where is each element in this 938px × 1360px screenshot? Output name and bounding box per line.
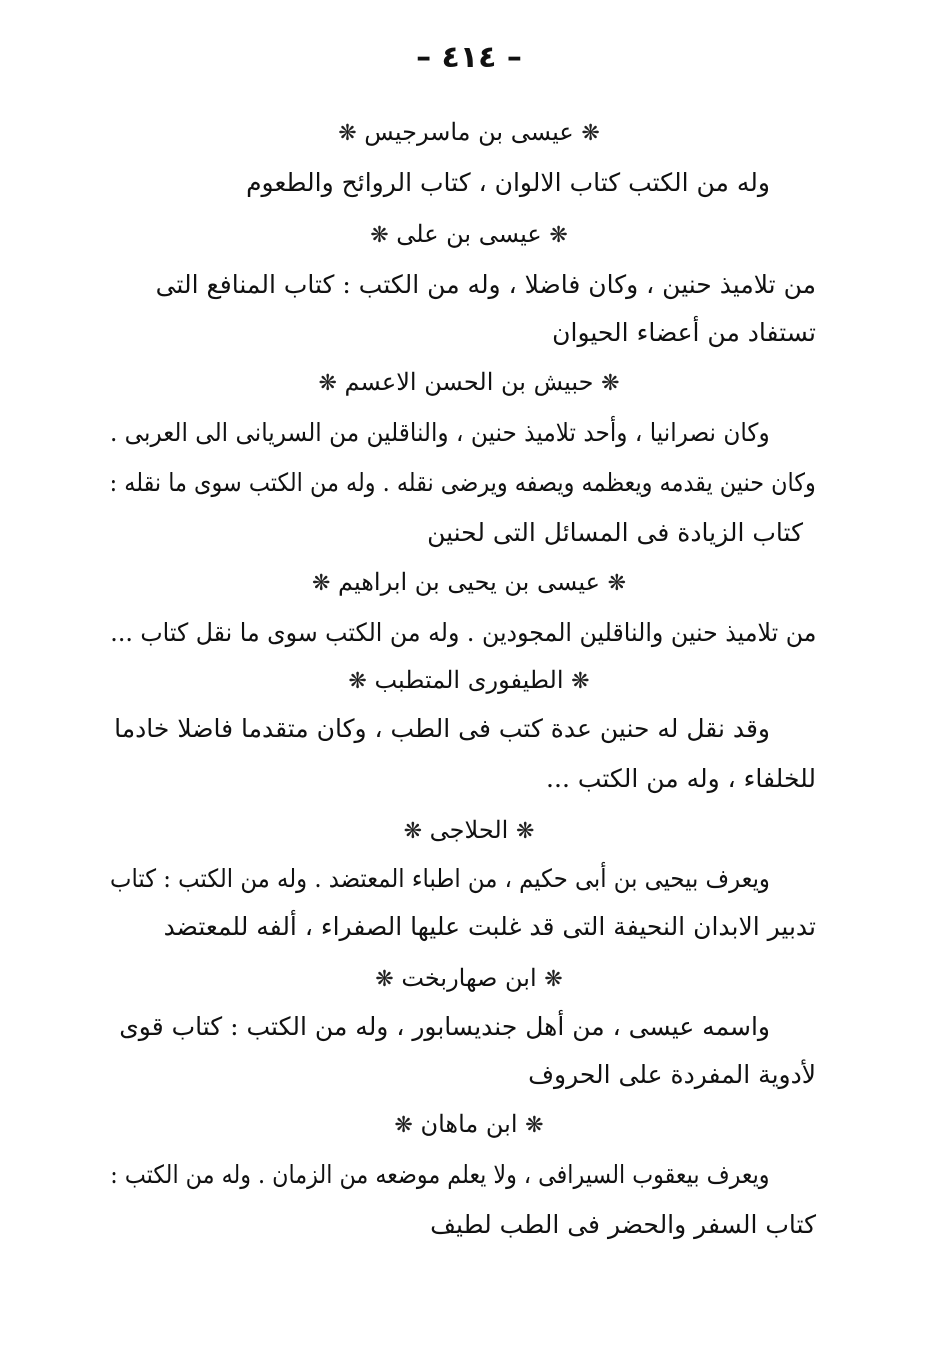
ornament-icon: ❋ [375,967,394,992]
text-line: تدبير الابدان النحيفة التى قد غلبت عليها الصفراء ، ألفه للمعتضد [163,912,816,941]
entry-heading-text: عيسى بن ماسرجيس [364,118,574,146]
ornament-icon: ❋ [338,121,357,146]
ornament-icon: ❋ [394,1113,413,1138]
entry-heading-text: الطيفورى المتطبب [374,666,564,694]
text-line: وقد نقل له حنين عدة كتب فى الطب ، وكان متقدما فاضلا خادما [114,714,770,743]
entry-heading-text: حبيش بن الحسن الاعسم [344,368,594,396]
text-line: واسمه عيسى ، من أهل جنديسابور ، وله من الكتب : كتاب قوى [119,1012,770,1041]
ornament-icon: ❋ [348,669,367,694]
entry-heading-text: الحلاجى [429,816,509,844]
text-line: من تلاميذ حنين والناقلين المجودين . وله من الكتب سوى ما نقل كتاب ... [109,618,816,647]
text-line: لأدوية المفردة على الحروف [528,1060,816,1089]
entry-heading-text: ابن ماهان [420,1110,518,1138]
ornament-icon: ❋ [601,371,620,396]
ornament-icon: ❋ [525,1113,544,1138]
entry-heading [0,570,938,595]
entry-heading-text: ابن صهاربخت [401,964,537,992]
ornament-icon: ❋ [318,371,337,396]
ornament-icon: ❋ [549,223,568,248]
ornament-icon: ❋ [544,967,563,992]
text-line: من تلاميذ حنين ، وكان فاضلا ، وله من الكتب : كتاب المنافع التى [155,270,816,299]
entry-heading [0,222,938,247]
ornament-icon: ❋ [581,121,600,146]
text-line: ويعرف بيعقوب السيرافى ، ولا يعلم موضعه من الزمان . وله من الكتب : [110,1160,770,1189]
text-line: ويعرف بيحيى بن أبى حكيم ، من اطباء المعتضد . وله من الكتب : كتاب [110,864,770,893]
ornament-icon: ❋ [311,571,331,596]
text-line: وله من الكتب كتاب الالوان ، كتاب الروائح والطعوم [246,168,770,197]
ornament-icon: ❋ [571,669,590,694]
text-line: تستفاد من أعضاء الحيوان [552,318,816,347]
text-line: وكان حنين يقدمه ويعظمه ويصفه ويرضى نقله . وله من الكتب سوى ما نقله : [109,468,816,497]
ornament-icon: ❋ [403,819,423,844]
entry-heading [0,370,938,395]
entry-heading [0,120,938,145]
entry-heading [0,966,938,991]
text-line: وكان نصرانيا ، وأحد تلاميذ حنين ، والناقلين من السريانى الى العربى . [110,418,770,447]
entry-heading [0,1112,938,1137]
ornament-icon: ❋ [370,223,389,248]
text-line: للخلفاء ، وله من الكتب ... [546,764,816,793]
page-number: – ٤١٤ – [416,40,522,75]
entry-heading-text: عيسى بن على [396,220,542,248]
entry-heading-text: عيسى بن يحيى بن ابراهيم [338,568,600,596]
ornament-icon: ❋ [515,819,535,844]
text-line: كتاب السفر والحضر فى الطب لطيف [430,1210,816,1239]
text-line: كتاب الزيادة فى المسائل التى لحنين [427,518,803,547]
ornament-icon: ❋ [607,571,627,596]
entry-heading [0,818,938,843]
entry-heading [0,668,938,693]
